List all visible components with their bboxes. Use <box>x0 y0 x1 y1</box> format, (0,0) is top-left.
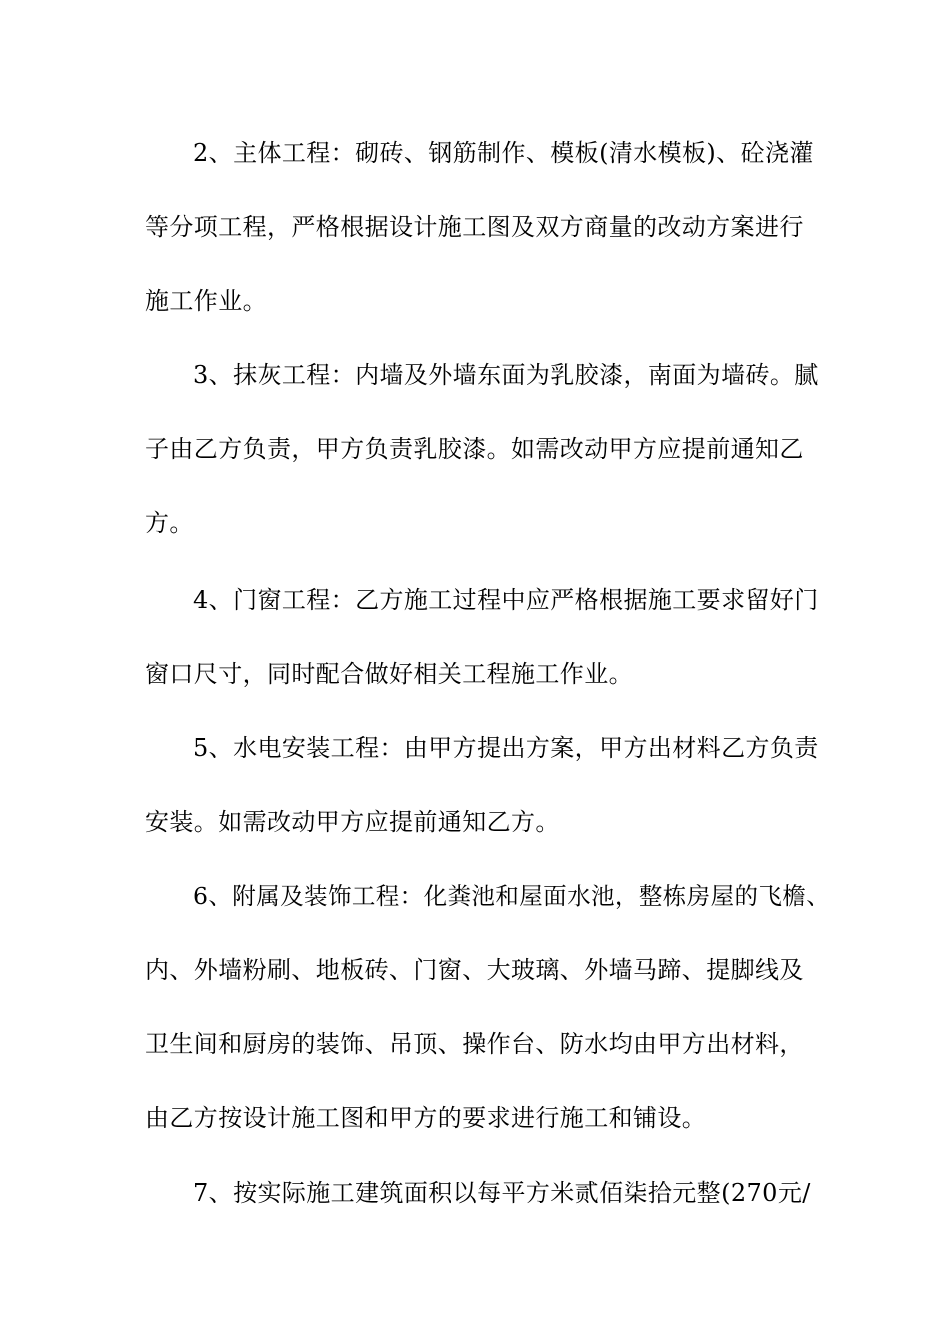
paragraph-6-line-2: 内、外墙粉刷、地板砖、门窗、大玻璃、外墙马蹄、提脚线及 <box>145 956 804 984</box>
paragraph-6-line-3: 卫生间和厨房的装饰、吊顶、操作台、防水均由甲方出材料， <box>145 1030 804 1058</box>
paragraph-3-line-1: 3、抹灰工程：内墙及外墙东面为乳胶漆，南面为墙砖。腻 <box>193 361 819 389</box>
paragraph-4-line-2: 窗口尺寸，同时配合做好相关工程施工作业。 <box>145 660 633 688</box>
paragraph-3-line-3: 方。 <box>145 509 194 537</box>
paragraph-6-line-4: 由乙方按设计施工图和甲方的要求进行施工和铺设。 <box>145 1104 707 1132</box>
paragraph-5-line-1: 5、水电安装工程：由甲方提出方案，甲方出材料乙方负责 <box>193 734 819 762</box>
paragraph-2-line-2: 等分项工程，严格根据设计施工图及双方商量的改动方案进行 <box>145 213 804 241</box>
paragraph-4-line-1: 4、门窗工程：乙方施工过程中应严格根据施工要求留好门 <box>193 586 819 614</box>
paragraph-7-line-1: 7、按实际施工建筑面积以每平方米贰佰柒拾元整(270元/ <box>193 1179 811 1207</box>
paragraph-5-line-2: 安装。如需改动甲方应提前通知乙方。 <box>145 808 560 836</box>
paragraph-2-line-3: 施工作业。 <box>145 287 267 315</box>
paragraph-2-line-1: 2、主体工程：砌砖、钢筋制作、模板(清水模板)、砼浇灌 <box>193 139 814 167</box>
paragraph-6-line-1: 6、附属及装饰工程：化粪池和屋面水池，整栋房屋的飞檐、 <box>193 882 831 910</box>
paragraph-3-line-2: 子由乙方负责，甲方负责乳胶漆。如需改动甲方应提前通知乙 <box>145 435 804 463</box>
